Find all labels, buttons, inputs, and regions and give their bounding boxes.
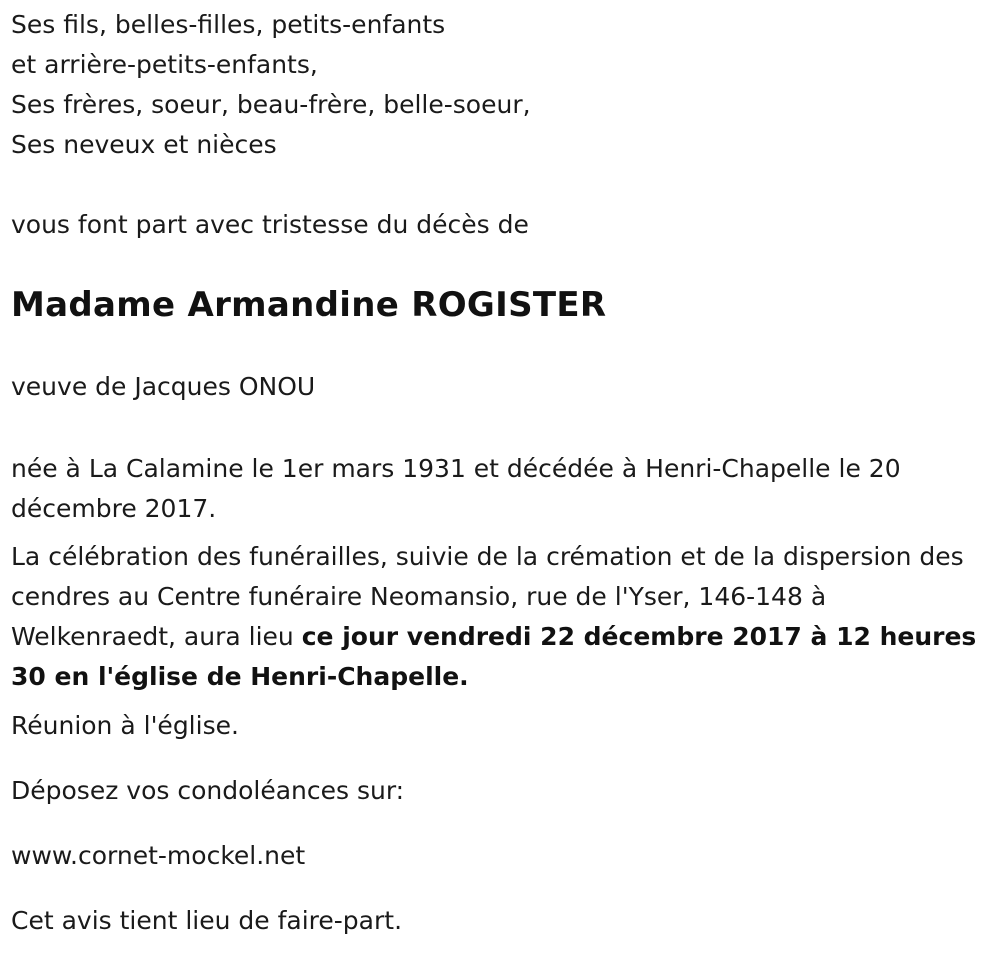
family-line: Ses frères, soeur, beau-frère, belle-soeur, bbox=[11, 90, 531, 119]
notice-text: Cet avis tient lieu de faire-part. bbox=[11, 906, 403, 935]
condolences-website-link[interactable]: www.cornet-mockel.net bbox=[11, 841, 306, 870]
deceased-name: Madame Armandine ROGISTER bbox=[11, 285, 607, 325]
family-line: Ses neveux et nièces bbox=[11, 130, 277, 159]
condolences-label: Déposez vos condoléances sur: bbox=[11, 776, 405, 805]
ceremony-text: La célébration des funérailles, suivie de la crémation et de la dispersion des cendres au Centre funéraire Neomansio, rue de l'Yser, 146-148 à Welkenraedt, aura lieu bbox=[11, 542, 964, 651]
family-line: Ses fils, belles-filles, petits-enfants bbox=[11, 10, 446, 39]
obituary-notice bbox=[11, 0, 986, 966]
announcement-text: vous font part avec tristesse du décès de bbox=[11, 210, 529, 239]
family-list bbox=[11, 5, 986, 165]
ceremony-paragraph bbox=[11, 537, 986, 697]
birth-death-text: née à La Calamine le 1er mars 1931 et décédée à Henri-Chapelle le 20 décembre 2017. bbox=[11, 454, 901, 523]
widow-of-text: veuve de Jacques ONOU bbox=[11, 372, 316, 401]
family-line: et arrière-petits-enfants, bbox=[11, 50, 318, 79]
meeting-text: Réunion à l'église. bbox=[11, 711, 239, 740]
ceremony-details: ce jour vendredi 22 décembre 2017 à 12 heures 30 en l'église de Henri-Chapelle. bbox=[11, 622, 977, 691]
